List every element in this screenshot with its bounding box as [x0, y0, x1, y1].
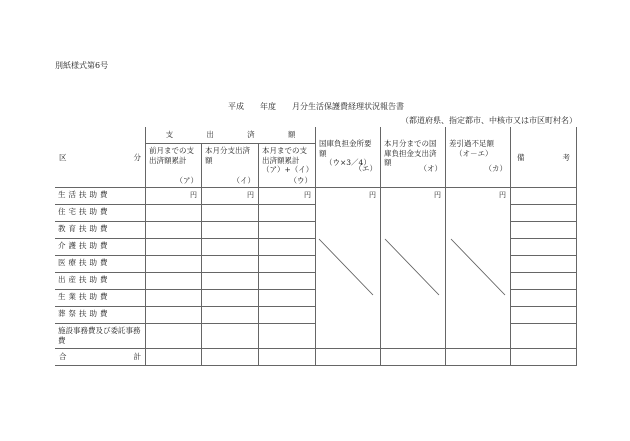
row-label: 施設事務費及び委託事務費 [58, 326, 141, 345]
col-e-label: 国庫負担金所要額 [319, 139, 372, 158]
amount-cell [145, 204, 201, 221]
amount-cell [201, 255, 258, 272]
strike-line-o [385, 239, 439, 295]
row-label: 教育扶助費 [58, 224, 111, 233]
row-label-cell [55, 204, 145, 221]
amount-cell [145, 238, 201, 255]
amount-cell [145, 323, 201, 348]
amount-cell [510, 255, 576, 272]
amount-cell [258, 323, 315, 348]
col-e-formula: （ウ×3／4） [325, 158, 371, 167]
unit-yen: 円 [434, 191, 441, 199]
amount-cell [201, 238, 258, 255]
shishutsu-char: 支 [165, 130, 174, 140]
row-label: 介護扶助費 [58, 241, 111, 250]
row-label-cell [55, 238, 145, 255]
col-ka-mark: （カ） [484, 164, 507, 173]
row-label-cell [55, 306, 145, 323]
amount-cell [201, 187, 258, 204]
shishutsu-char: 済 [247, 130, 255, 140]
municipality-label: （都道府県、指定都市、中核市又は市区町村名） [401, 116, 577, 125]
amount-cell [258, 272, 315, 289]
col-ka-formula: （オ－エ） [455, 148, 493, 158]
col-o-mark: （オ） [419, 164, 442, 173]
amount-cell [201, 204, 258, 221]
row-label-cell [55, 221, 145, 238]
row-label-cell [55, 348, 145, 366]
amount-cell [258, 221, 315, 238]
amount-cell [145, 221, 201, 238]
row-label: 生活扶助費 [58, 190, 111, 199]
row-label: 医療扶助費 [58, 258, 111, 267]
amount-cell [201, 272, 258, 289]
amount-cell [258, 289, 315, 306]
row-label-cell [55, 255, 145, 272]
amount-cell [510, 289, 576, 306]
amount-cell [145, 306, 201, 323]
kubun-right: 分 [133, 153, 141, 162]
biko-left: 備 [517, 153, 525, 162]
row-label-cell [55, 187, 145, 204]
total-cell-ka [445, 348, 510, 366]
amount-cell [510, 238, 576, 255]
amount-cell [510, 348, 576, 366]
row-label: 出産扶助費 [58, 275, 111, 284]
amount-cell [258, 238, 315, 255]
unit-yen: 円 [369, 191, 376, 199]
col-u-label: 本月までの支出済額累計 [262, 146, 307, 165]
amount-cell [258, 306, 315, 323]
unit-yen: 円 [304, 191, 311, 199]
unit-yen: 円 [247, 191, 254, 199]
amount-cell [201, 348, 258, 366]
amount-cell [510, 323, 576, 348]
kubun-left: 区 [59, 153, 67, 162]
unit-yen: 円 [499, 191, 506, 199]
total-label: 計 [133, 352, 141, 361]
amount-cell [201, 306, 258, 323]
document-title: 平成 年度 月分生活保護費経理状況報告書 [228, 102, 404, 111]
row-label-cell [55, 323, 145, 348]
amount-cell [258, 255, 315, 272]
amount-cell [201, 323, 258, 348]
col-o-label: 本月分までの国庫負担金支出済額 [384, 139, 437, 167]
col-u-formula: （ア）+（イ） [262, 165, 314, 174]
unit-yen: 円 [190, 191, 197, 199]
row-label-cell [55, 289, 145, 306]
shishutsu-char: 額 [287, 130, 296, 140]
row-label: 葬祭扶助費 [58, 309, 111, 318]
amount-cell [510, 204, 576, 221]
amount-cell [145, 348, 201, 366]
amount-cell [258, 204, 315, 221]
col-i-label: 本月分支出済額 [205, 146, 250, 165]
col-a-mark: （ア） [175, 175, 198, 185]
amount-cell [510, 187, 576, 204]
amount-cell [258, 187, 315, 204]
col-a-label: 前月までの支出済額累計 [149, 146, 194, 165]
expense-report-table [55, 127, 577, 366]
amount-cell [510, 306, 576, 323]
strike-line-ka [451, 239, 505, 295]
amount-cell [510, 272, 576, 289]
row-label-cell [55, 272, 145, 289]
total-cell-o [380, 348, 445, 366]
col-i-mark: （イ） [232, 175, 255, 185]
row-label: 住宅扶助費 [58, 207, 111, 216]
amount-cell [145, 272, 201, 289]
amount-cell [510, 221, 576, 238]
biko-right: 考 [562, 153, 570, 162]
row-label: 生業扶助費 [58, 292, 111, 301]
col-u-mark: （ウ） [289, 175, 312, 185]
col-ka-label: 差引過不足額 [449, 139, 494, 148]
strike-line-e [319, 239, 373, 295]
form-number: 別紙様式第6号 [55, 61, 109, 70]
amount-cell [258, 348, 315, 366]
amount-cell [201, 221, 258, 238]
amount-cell [145, 289, 201, 306]
total-label: 合 [59, 352, 67, 361]
amount-cell [145, 255, 201, 272]
total-cell-e [315, 348, 380, 366]
amount-cell [201, 289, 258, 306]
col-e-mark: （エ） [354, 164, 377, 173]
shishutsu-char: 出 [206, 130, 214, 140]
amount-cell [145, 187, 201, 204]
